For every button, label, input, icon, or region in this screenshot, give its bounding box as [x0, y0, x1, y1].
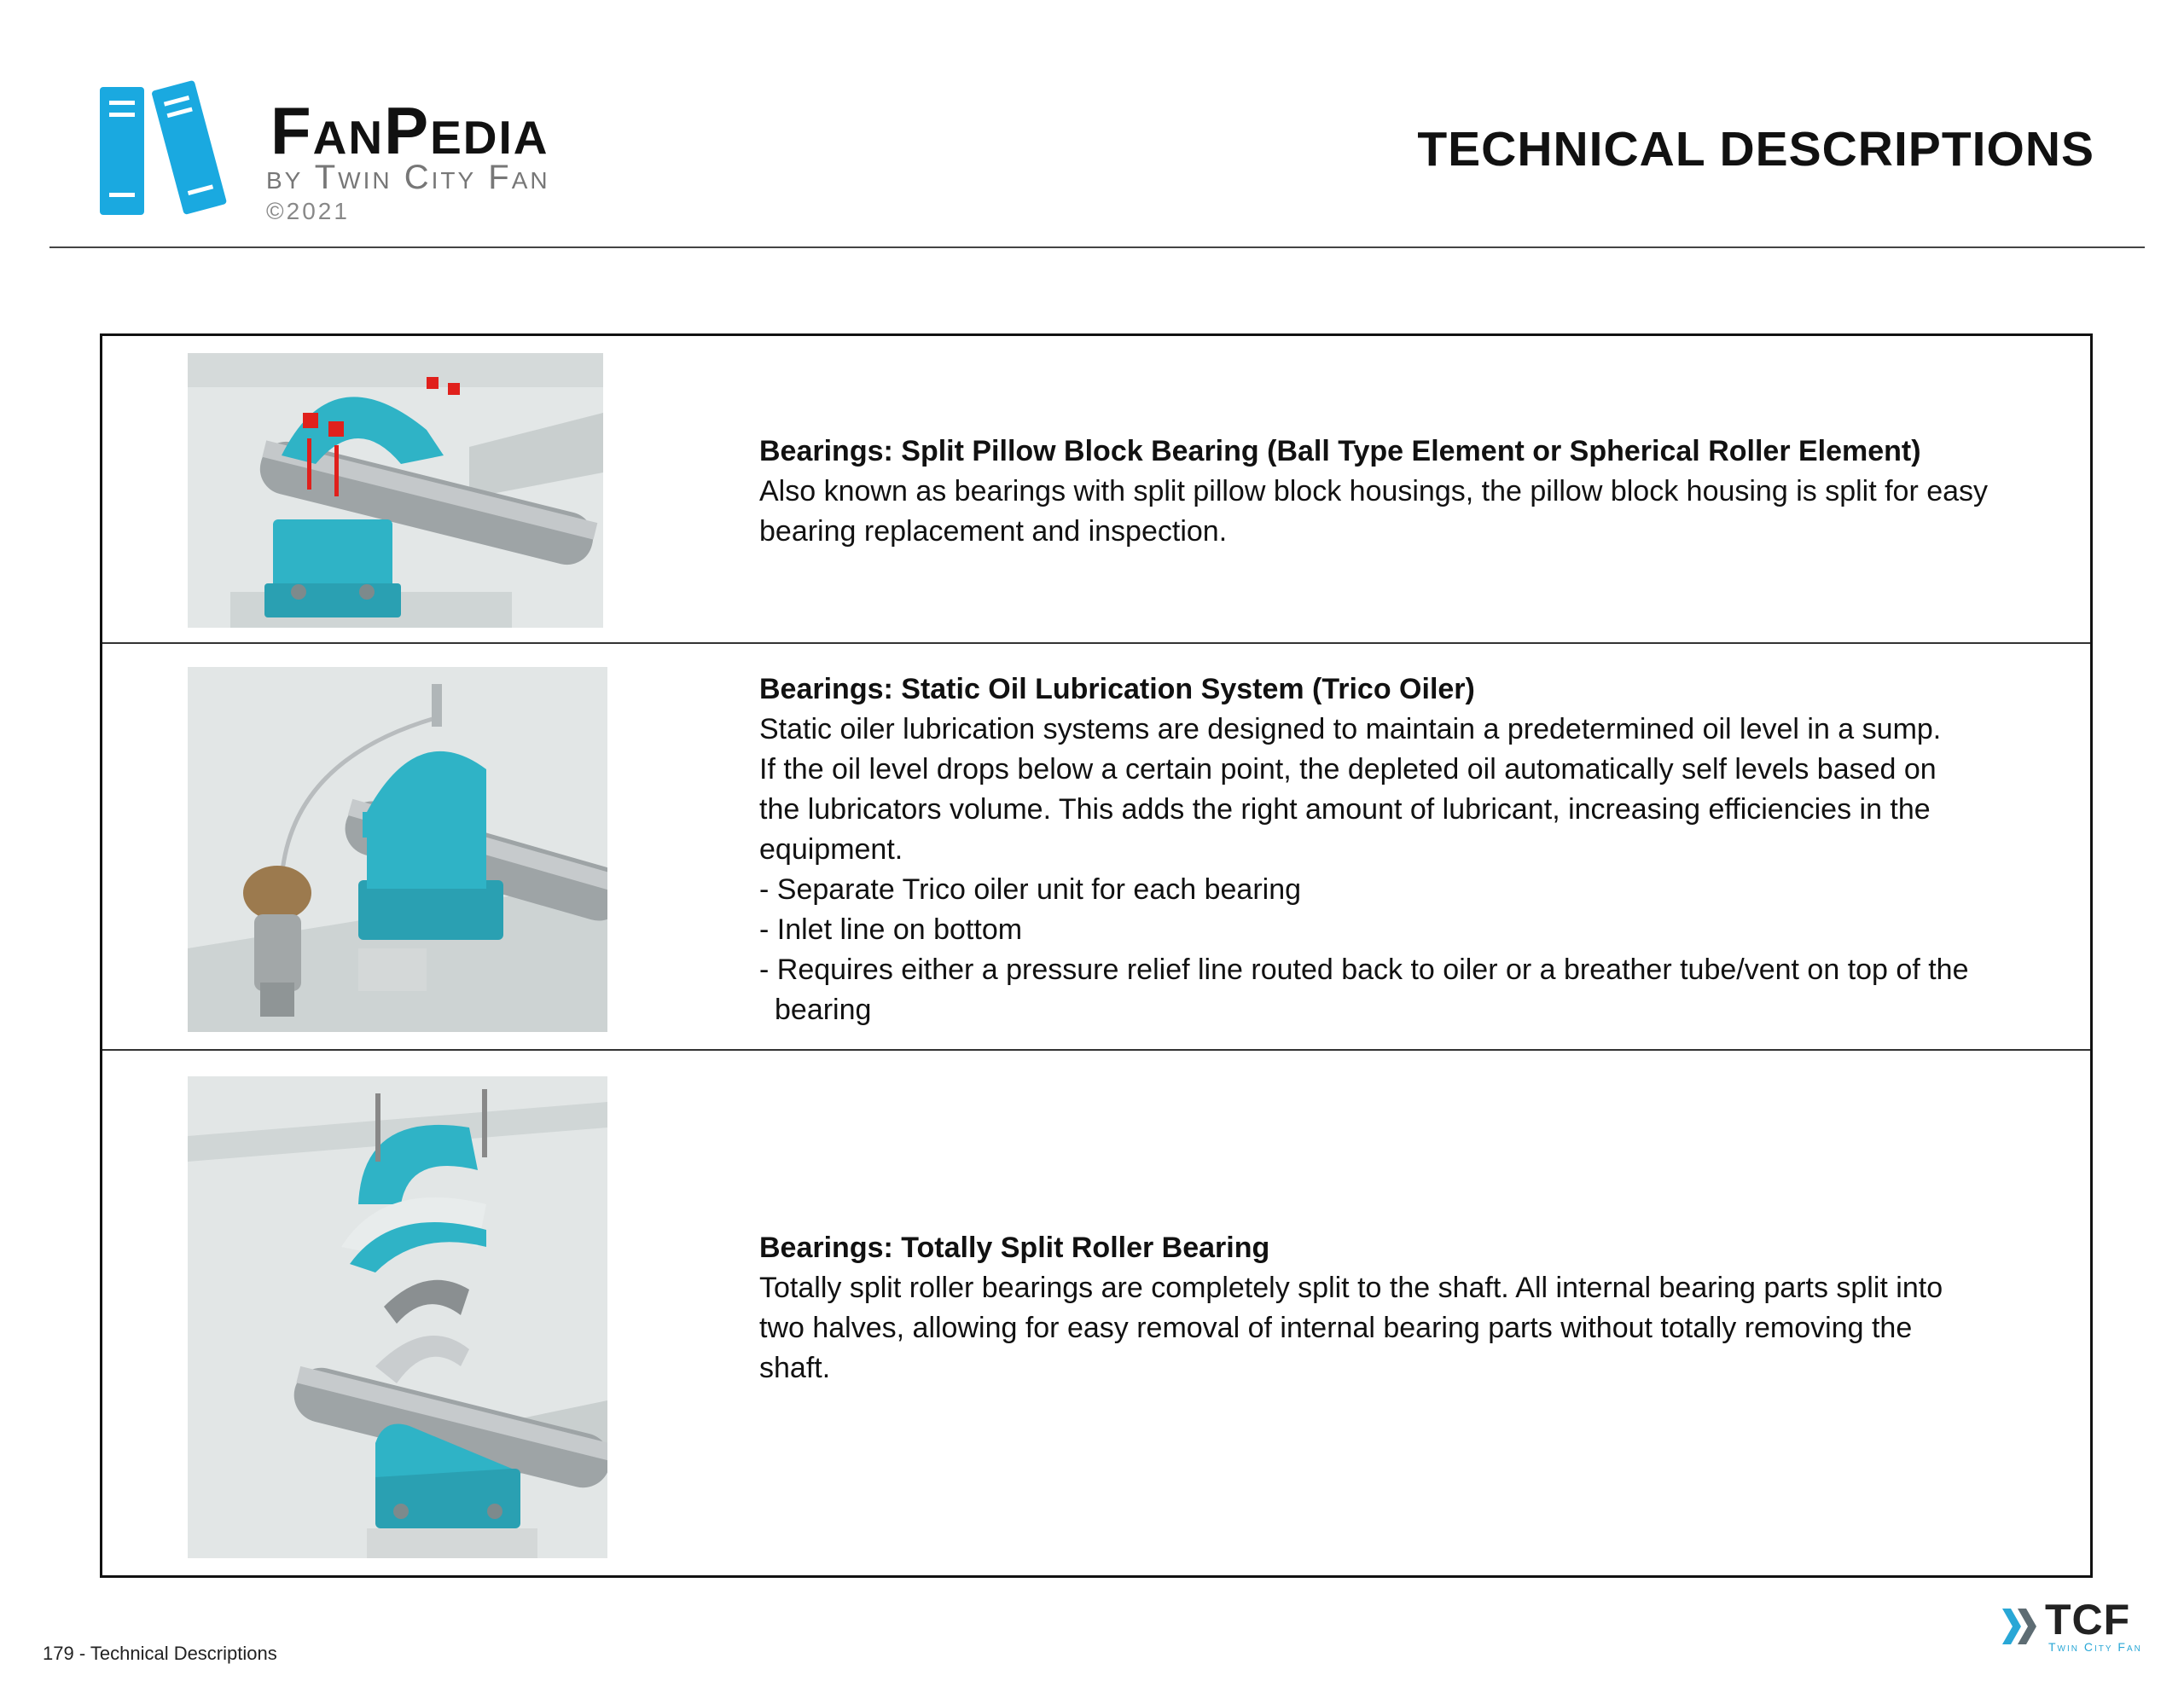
logo-year: ©2021 — [266, 198, 350, 224]
row-heading: Bearings: Static Oil Lubrication System (Trico Oiler) — [759, 673, 1475, 705]
tcf-logo — [2001, 1596, 2150, 1657]
row-description — [759, 1228, 2073, 1388]
books-logo-icon — [96, 75, 245, 220]
row-description — [759, 670, 2073, 1030]
row-bullet: - Requires either a pressure relief line routed back to oiler or a breather tube/vent on top of the bearing — [759, 954, 1969, 1026]
row-text-line: If the oil level drops below a certain point, the depleted oil automatically self levels based on — [759, 753, 1937, 786]
row-text-line: Also known as bearings with split pillow block housings, the pillow block housing is split for easy — [759, 475, 1989, 507]
row-heading: Bearings: Totally Split Roller Bearing — [759, 1232, 1270, 1264]
row-bullet: - Separate Trico oiler unit for each bearing — [759, 873, 1302, 906]
fanpedia-logo — [96, 75, 676, 229]
row-text-line: two halves, allowing for easy removal of internal bearing parts without totally removing the — [759, 1312, 1913, 1344]
logo-title: FanPedia — [270, 93, 549, 168]
row-heading: Bearings: Split Pillow Block Bearing (Ball Type Element or Spherical Roller Element) — [759, 435, 1921, 467]
page-number-label: 179 - Technical Descriptions — [43, 1643, 277, 1664]
page-title: TECHNICAL DESCRIPTIONS — [1417, 122, 2094, 177]
header-divider — [49, 246, 2145, 248]
tcf-chevrons-icon — [2001, 1605, 2042, 1648]
trico-oiler-bearing-image — [188, 667, 607, 1032]
tcf-subtitle: Twin City Fan — [2048, 1640, 2142, 1654]
row-description — [759, 432, 2073, 552]
row-text-line: equipment. — [759, 833, 903, 866]
table-row — [102, 1049, 2090, 1578]
row-text-line: Totally split roller bearings are completely split to the shaft. All internal bearing parts split into — [759, 1272, 1943, 1304]
totally-split-roller-bearing-image — [188, 1076, 607, 1558]
row-text-line: the lubricators volume. This adds the right amount of lubricant, increasing efficiencies in the — [759, 793, 1931, 826]
row-text-line: shaft. — [759, 1352, 831, 1384]
tcf-wordmark: TCF — [2045, 1596, 2131, 1644]
table-row — [102, 642, 2090, 1049]
logo-subtitle: by Twin City Fan — [266, 159, 550, 196]
row-text-line: Static oiler lubrication systems are designed to maintain a predetermined oil level in a sump. — [759, 713, 1942, 745]
bearing-descriptions-table — [100, 333, 2093, 1578]
row-bullet: - Inlet line on bottom — [759, 913, 1023, 946]
table-row — [102, 336, 2090, 642]
split-pillow-block-bearing-image — [188, 353, 603, 628]
row-text-line: bearing replacement and inspection. — [759, 515, 1228, 548]
